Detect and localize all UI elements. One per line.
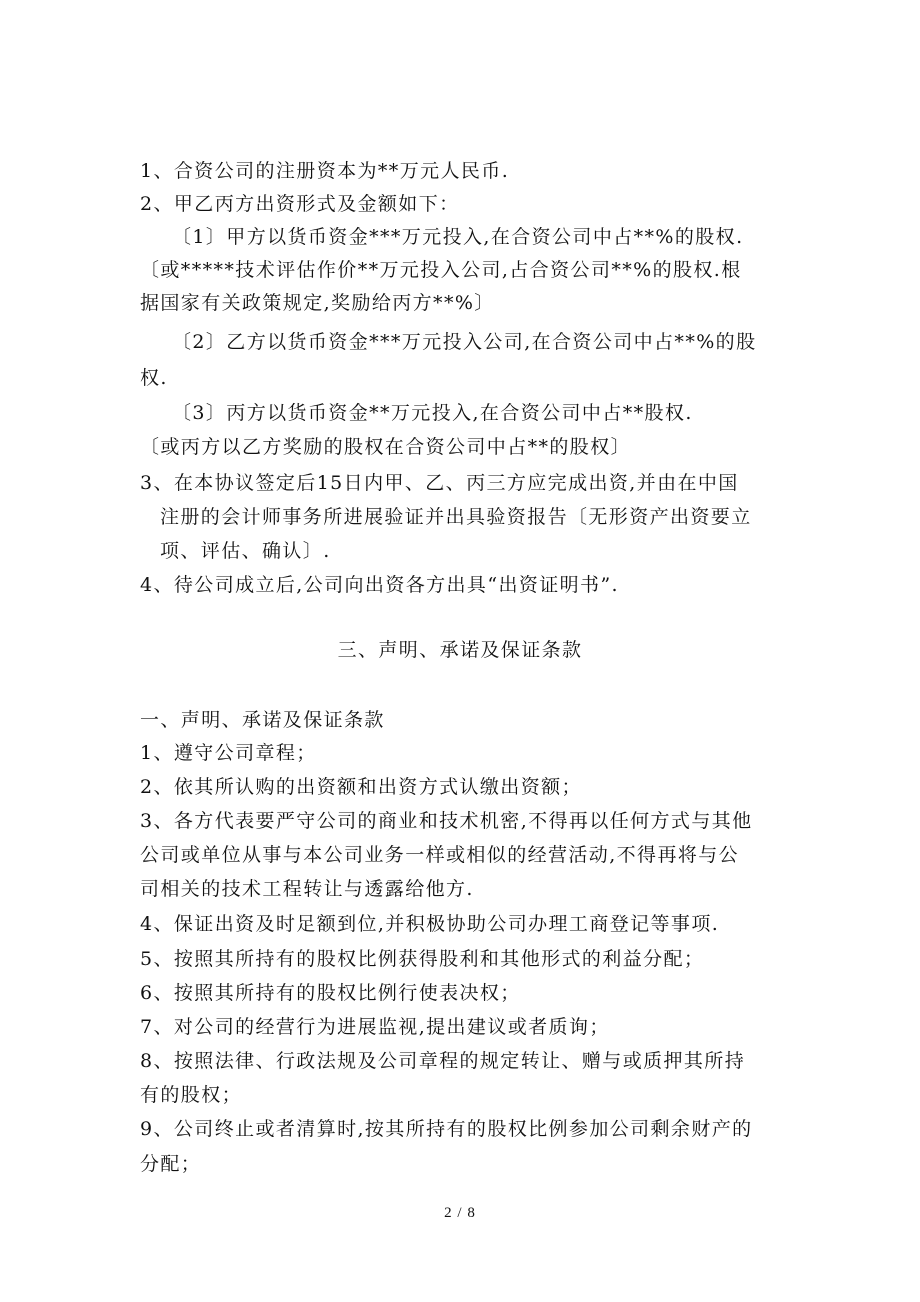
text-line: 4、待公司成立后,公司向出资各方出具“出资证明书”. xyxy=(140,574,619,596)
text-line: 〔或丙方以乙方奖励的股权在合资公司中占**的股权〕 xyxy=(140,436,632,458)
text-line: 1、遵守公司章程； xyxy=(140,742,317,764)
text-line: 〔或*****技术评估作价**万元投入公司,占合资公司**%的股权.根 xyxy=(140,259,742,281)
text-line: 6、按照其所持有的股权比例行使表决权； xyxy=(140,982,521,1004)
text-line: 1、合资公司的注册资本为**万元人民币. xyxy=(140,160,510,182)
text-line: 司相关的技术工程转让与透露给他方. xyxy=(140,878,474,900)
text-line: 项、评估、确认〕. xyxy=(160,540,331,562)
text-line: 8、按照法律、行政法规及公司章程的规定转让、赠与或质押其所持 xyxy=(140,1050,746,1072)
text-line: 据国家有关政策规定,奖励给丙方**%〕 xyxy=(140,292,495,314)
text-line: 7、对公司的经营行为进展监视,提出建议或者质询； xyxy=(140,1016,610,1038)
text-line: 〔1〕甲方以货币资金***万元投入,在合资公司中占**%的股权. xyxy=(172,226,744,248)
text-line: 权. xyxy=(140,367,168,389)
text-line: 有的股权； xyxy=(140,1084,243,1106)
subsection-heading: 一、声明、承诺及保证条款 xyxy=(140,709,385,731)
text-line: 4、保证出资及时足额到位,并积极协助公司办理工商登记等事项. xyxy=(140,913,720,935)
text-line: 2、甲乙丙方出资形式及金额如下： xyxy=(140,193,460,215)
text-line: 〔2〕乙方以货币资金***万元投入公司,在合资公司中占**%的股 xyxy=(172,331,757,353)
page-number: 2 / 8 xyxy=(444,1205,476,1221)
text-line: 5、按照其所持有的股权比例获得股利和其他形式的利益分配； xyxy=(140,948,705,970)
text-line: 分配； xyxy=(140,1153,202,1175)
text-line: 公司或单位从事与本公司业务一样或相似的经营活动,不得再将与公 xyxy=(140,844,740,866)
section-heading: 三、声明、承诺及保证条款 xyxy=(337,639,583,661)
text-line: 2、依其所认购的出资额和出资方式认缴出资额； xyxy=(140,776,582,798)
text-line: 〔3〕丙方以货币资金**万元投入,在合资公司中占**股权. xyxy=(172,402,693,424)
text-line: 9、公司终止或者清算时,按其所持有的股权比例参加公司剩余财产的 xyxy=(140,1118,753,1140)
text-line: 3、各方代表要严守公司的商业和技术机密,不得再以任何方式与其他 xyxy=(140,810,753,832)
text-line: 3、在本协议签定后15日内甲、乙、丙三方应完成出资,并由在中国 xyxy=(140,472,739,494)
text-line: 注册的会计师事务所进展验证并出具验资报告〔无形资产出资要立 xyxy=(160,506,752,528)
